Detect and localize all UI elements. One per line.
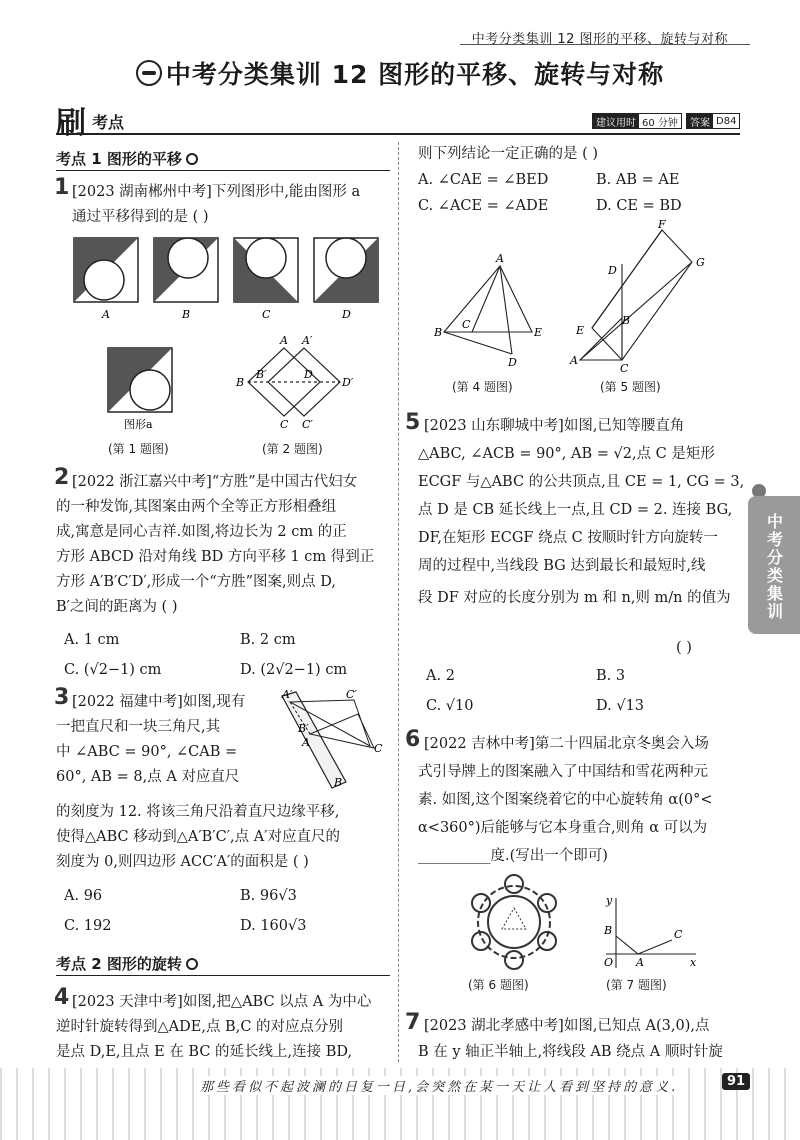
q3-line-2: 一把直尺和一块三角尺,其 [56,719,221,735]
svg-text:A′: A′ [302,334,313,347]
svg-text:B: B [604,924,613,937]
q5-option-a: A. 2 [426,668,455,684]
svg-text:C: C [374,742,383,755]
svg-text:D: D [608,264,617,277]
q5-answer-paren: ( ) [676,640,692,656]
q5-option-c: C. √10 [426,698,474,714]
q1-option-d-figure [314,238,378,302]
svg-text:B: B [236,376,245,389]
svg-text:B: B [622,314,631,327]
svg-text:C: C [280,418,289,431]
answer-key: 答案 [687,114,713,128]
q4-line-2: 逆时针旋转得到△ADE,点 B,C 的对应点分别 [56,1019,344,1035]
q1-line-1: [2023 湖南郴州中考]下列图形中,能由图形 a [72,184,361,200]
q4-option-b: B. AB = AE [596,172,680,188]
q2-line-6: B′之间的距离为 ( ) [56,599,178,615]
q6-line-3: 素. 如图,这个图案绕着它的中心旋转角 α(0°< [418,792,713,808]
q2-line-2: 的一种发饰,其图案由两个全等正方形相叠组 [56,499,337,515]
svg-text:C′: C′ [302,418,313,431]
svg-text:O: O [604,956,614,969]
section-heading-1 [56,148,198,169]
footer-motto: 那些看似不起波澜的日复一日,会突然在某一天让人看到坚持的意义. [200,1076,678,1095]
section-2-rule [56,975,390,976]
q4-option-c: C. ∠ACE = ∠ADE [418,198,549,214]
svg-text:y: y [606,894,613,907]
section-heading-2-text: 考点 2 图形的旋转 [56,955,182,973]
q5-line-4: 点 D 是 CB 延长线上一点,且 CD = 2. 连接 BG, [418,502,733,518]
q2-line-1: [2022 浙江嘉兴中考]“方胜”是中国古代妇女 [72,474,358,490]
page-title [0,55,800,91]
page-title-text: 中考分类集训 12 图形的平移、旋转与对称 [165,60,665,89]
time-value: 60 分钟 [642,117,678,129]
q4-vertex-labels [433,252,542,369]
q4-q5-figures [432,218,722,375]
page-number: 91 [722,1073,750,1090]
svg-text:A: A [570,354,578,367]
q1-shape-a-label: 图形a [124,418,153,431]
answer-badge [686,113,740,129]
svg-text:A′: A′ [282,688,293,701]
q7-number: 7 [405,1010,421,1035]
q2-option-b: B. 2 cm [240,632,296,648]
q2-line-3: 成,寓意是同心吉祥.如图,将边长为 2 cm 的正 [56,524,347,540]
q2-caption: (第 2 题图) [262,442,323,456]
svg-text:D: D [304,368,313,381]
q7-line-1: [2023 湖北孝感中考]如图,已知点 A(3,0),点 [424,1018,710,1034]
q3-line-3: 中 ∠ABC = 90°, ∠CAB = [56,744,238,760]
answer-value: D84 [716,115,737,127]
q5-line-2: △ABC, ∠ACB = 90°, AB = √2,点 C 是矩形 [418,446,715,462]
q6-knot-pattern [472,875,556,969]
q1-caption: (第 1 题图) [108,442,169,456]
q5-option-b: B. 3 [596,668,626,684]
q2-option-c: C. (√2−1) cm [64,662,162,678]
q6-line-2: 式引导牌上的图案融入了中国结和雪花两种元 [418,764,708,780]
time-key: 建议用时 [593,114,639,128]
svg-text:C: C [674,928,683,941]
q7-coordinate-figure [606,898,696,968]
svg-text:A: A [302,736,310,749]
q5-line-5: DF,在矩形 ECGF 绕点 C 按顺时针方向旋转一 [418,530,718,546]
q3-option-b: B. 96√3 [240,888,297,904]
q3-line-5: 的刻度为 12. 将该三角尺沿着直尺边缘平移, [56,804,340,820]
running-header: 中考分类集训 12 图形的平移、旋转与对称 [471,32,728,47]
shua-mark: 刷 [56,106,86,141]
q1-shape-a-figure [108,348,172,412]
svg-text:C′: C′ [346,688,357,701]
q5-line-1: [2023 山东聊城中考]如图,已知等腰直角 [424,418,685,434]
q1-line-2: 通过平移得到的是 ( ) [72,209,209,225]
section-1-rule [56,170,390,171]
q3-number: 3 [54,685,70,710]
svg-text:x: x [690,956,697,969]
q6-number: 6 [405,727,421,752]
q5-line-3: ECGF 与△ABC 的公共顶点,且 CE = 1, CG = 3, [418,474,745,490]
target-icon [186,958,198,970]
q4-figure [444,266,532,354]
q4-number: 4 [54,985,70,1010]
section-heading-1-text: 考点 1 图形的平移 [56,150,182,168]
svg-text:D: D [508,356,517,369]
q3-line-6: 使得△ABC 移动到△A′B′C′,点 A′对应直尺的 [56,829,340,845]
q5-figure [580,230,692,360]
q6-caption: (第 6 题图) [468,978,529,992]
q5-line-7: 段 DF 对应的长度分别为 m 和 n,则 m/n 的值为 [418,590,731,606]
q4-line-1: [2023 天津中考]如图,把△ABC 以点 A 为中心 [72,994,372,1010]
q7-caption: (第 7 题图) [606,978,667,992]
q2-figure [248,348,340,416]
svg-text:B′: B′ [298,722,309,735]
q4-line-3: 是点 D,E,且点 E 在 BC 的延长线上,连接 BD, [56,1044,353,1060]
side-tab: 中考分类集训 [748,496,800,634]
q2-option-d: D. (2√2−1) cm [240,662,348,678]
q3-option-a: A. 96 [64,888,103,904]
svg-text:G: G [696,256,705,269]
q1-label-d: D [342,308,351,321]
header-rule [460,44,750,45]
q1-q2-figures [104,334,394,436]
svg-text:C: C [620,362,629,375]
q5-option-d: D. √13 [596,698,645,714]
svg-text:B: B [434,326,443,339]
q6-line-5: __________度.(写出一个即可) [418,848,608,864]
svg-text:B: B [334,776,343,789]
svg-text:A: A [280,334,288,347]
q1-number: 1 [54,175,70,200]
svg-text:D′: D′ [342,376,354,389]
q1-option-b-figure [154,238,218,302]
q1-option-c-figure [234,238,298,302]
target-icon [186,153,198,165]
q6-line-4: α<360°)后能够与它本身重合,则角 α 可以为 [418,820,708,836]
q1-options-figure [70,234,390,324]
q1-label-c: C [262,308,271,321]
q1-option-a-figure [74,238,138,302]
q4-line-4: 则下列结论一定正确的是 ( ) [418,146,599,162]
q5-caption: (第 5 题图) [600,380,661,394]
q4-option-a: A. ∠CAE = ∠BED [418,172,549,188]
q2-vertex-labels [235,334,354,431]
svg-text:C: C [462,318,471,331]
q2-number: 2 [54,465,70,490]
q2-line-5: 方形 A′B′C′D′,形成一个“方胜”图案,则点 D, [56,574,336,590]
q3-line-7: 刻度为 0,则四边形 ACC′A′的面积是 ( ) [56,854,309,870]
svg-text:B′: B′ [256,368,267,381]
q2-line-4: 方形 ABCD 沿对角线 BD 方向平移 1 cm 得到正 [56,549,375,565]
svg-text:A: A [496,252,504,265]
q5-number: 5 [405,410,421,435]
q4-option-d: D. CE = BD [596,198,682,214]
kaodian-label: 考点 [92,113,125,132]
q3-figure [262,684,392,794]
time-badge [592,113,682,129]
svg-text:F: F [658,218,666,231]
header-divider [56,133,740,135]
q6-q7-figures [440,868,710,978]
column-divider [398,142,399,1062]
q7-line-2: B 在 y 轴正半轴上,将线段 AB 绕点 A 顺时针旋 [418,1044,723,1060]
q1-label-a: A [102,308,110,321]
q4-caption: (第 4 题图) [452,380,513,394]
q7-labels [603,894,697,969]
q3-line-1: [2022 福建中考]如图,现有 [72,694,246,710]
svg-text:A: A [636,956,644,969]
q2-option-a: A. 1 cm [64,632,120,648]
q5-line-6: 周的过程中,当线段 BG 达到最长和最短时,线 [418,558,706,574]
svg-text:E: E [576,324,585,337]
series-logo-icon [136,60,162,86]
q6-line-1: [2022 吉林中考]第二十四届北京冬奥会入场 [424,736,709,752]
q1-label-b: B [182,308,191,321]
q3-option-c: C. 192 [64,918,112,934]
q3-line-4: 60°, AB = 8,点 A 对应直尺 [56,769,240,785]
svg-text:E: E [534,326,543,339]
section-heading-2 [56,953,198,974]
q3-option-d: D. 160√3 [240,918,307,934]
